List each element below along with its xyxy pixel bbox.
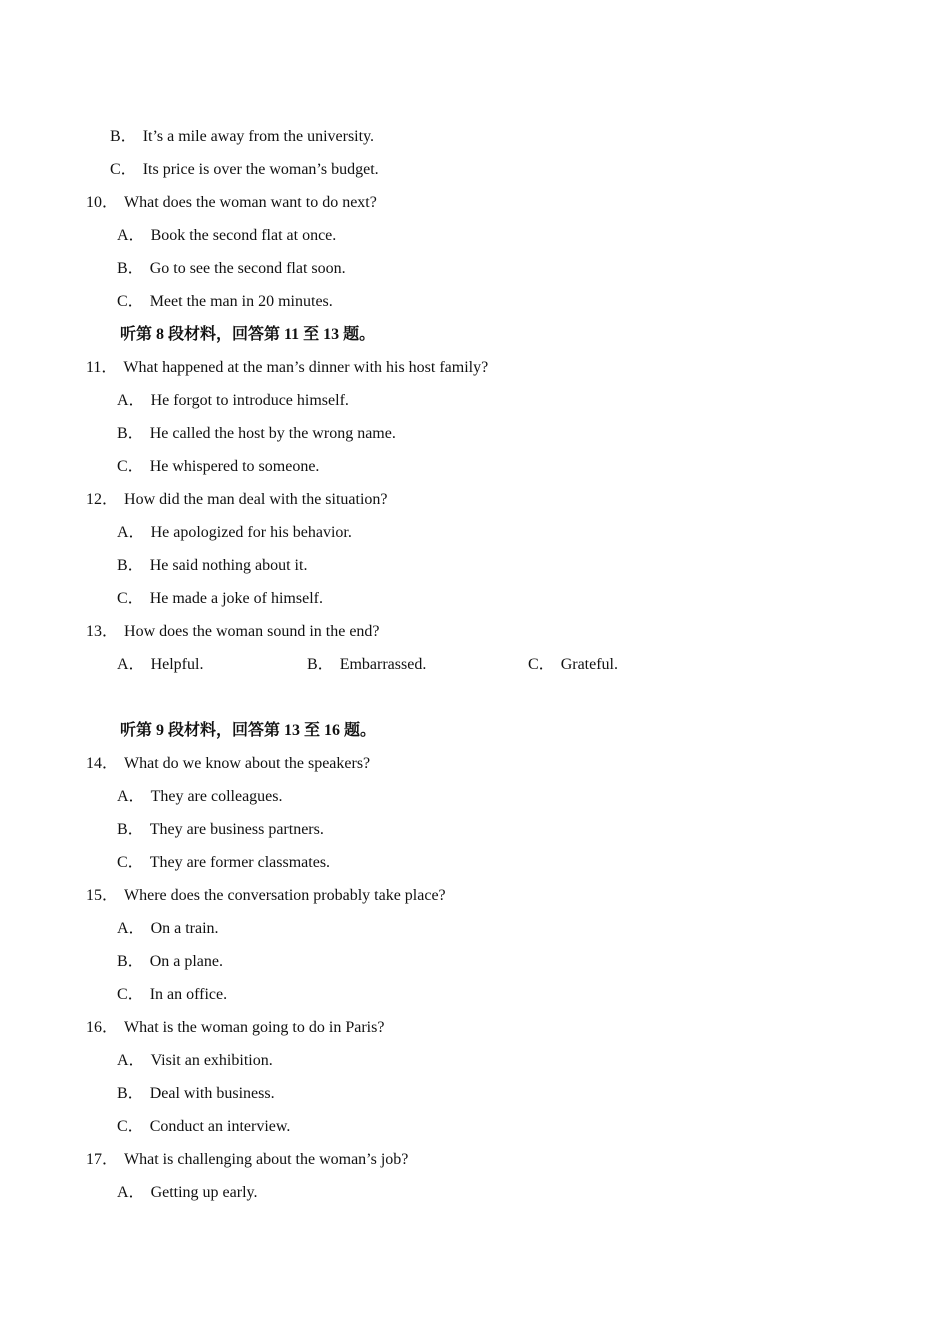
option-label: A． (117, 1184, 145, 1201)
question-text: What is challenging about the woman’s job? (124, 1151, 409, 1168)
question-line (86, 193, 377, 213)
option-line (117, 523, 352, 543)
option-text: Conduct an interview. (149, 1118, 291, 1135)
option-text: Visit an exhibition. (150, 1052, 273, 1069)
option-label: B． (117, 425, 144, 442)
option-text: Meet the man in 20 minutes. (149, 293, 333, 310)
section-header: 听第 8 段材料，回答第 11 至 13 题。 (120, 326, 376, 343)
option-label: A． (117, 227, 145, 244)
option-text: He forgot to introduce himself. (150, 392, 349, 409)
option-label: C． (117, 854, 144, 871)
option-text: Grateful. (560, 656, 618, 673)
option-label: A． (117, 920, 145, 937)
option-text: Its price is over the woman’s budget. (142, 161, 379, 178)
question-number: 14． (86, 755, 119, 772)
option-label: B． (117, 953, 144, 970)
question-line (86, 1150, 408, 1170)
question-text: Where does the conversation probably take place? (124, 887, 446, 904)
option-line (117, 853, 330, 873)
option-text: He whispered to someone. (149, 458, 320, 475)
option-line (117, 919, 219, 939)
question-text: What does the woman want to do next? (124, 194, 377, 211)
option-line (528, 655, 618, 675)
section-header: 听第 9 段材料，回答第 13 至 16 题。 (120, 722, 377, 739)
option-label: B． (117, 260, 144, 277)
option-text: He made a joke of himself. (149, 590, 323, 607)
option-label: C． (117, 458, 144, 475)
option-label: C． (117, 986, 144, 1003)
option-label: B． (110, 128, 137, 145)
question-text: What do we know about the speakers? (124, 755, 371, 772)
option-text: They are former classmates. (149, 854, 331, 871)
option-text: They are colleagues. (150, 788, 283, 805)
option-line (117, 787, 283, 807)
option-text: It’s a mile away from the university. (142, 128, 375, 145)
option-line (117, 1084, 275, 1104)
option-line (117, 226, 336, 246)
option-label: C． (117, 590, 144, 607)
option-line (110, 127, 374, 147)
option-label: C． (110, 161, 137, 178)
option-label: A． (117, 788, 145, 805)
option-line (117, 1117, 290, 1137)
option-text: Helpful. (150, 656, 204, 673)
option-line (110, 160, 379, 180)
option-label: A． (117, 656, 145, 673)
option-line (307, 655, 426, 675)
option-line (117, 259, 346, 279)
question-number: 15． (86, 887, 119, 904)
option-line (117, 985, 227, 1005)
option-label: B． (117, 557, 144, 574)
question-number: 17． (86, 1151, 119, 1168)
question-line (86, 358, 488, 378)
option-text: He said nothing about it. (149, 557, 308, 574)
question-number: 12． (86, 491, 119, 508)
option-text: He called the host by the wrong name. (149, 425, 396, 442)
question-line (86, 886, 446, 906)
option-line (117, 424, 396, 444)
option-text: Book the second flat at once. (150, 227, 337, 244)
question-line (86, 622, 380, 642)
question-text: What is the woman going to do in Paris? (124, 1019, 385, 1036)
option-label: A． (117, 1052, 145, 1069)
question-number: 13． (86, 623, 119, 640)
option-line (117, 556, 307, 576)
option-label: B． (117, 821, 144, 838)
option-label: B． (307, 656, 334, 673)
option-text: Deal with business. (149, 1085, 275, 1102)
option-line (117, 391, 349, 411)
option-label: C． (117, 1118, 144, 1135)
question-line (86, 1018, 384, 1038)
option-line (117, 457, 319, 477)
option-label: C． (528, 656, 555, 673)
option-text: Embarrassed. (339, 656, 427, 673)
question-text: How does the woman sound in the end? (124, 623, 380, 640)
option-text: He apologized for his behavior. (150, 524, 352, 541)
option-label: B． (117, 1085, 144, 1102)
question-number: 10． (86, 194, 119, 211)
question-text: What happened at the man’s dinner with his host family? (123, 359, 489, 376)
option-label: A． (117, 524, 145, 541)
question-line (86, 754, 370, 774)
question-line (86, 490, 388, 510)
option-text: In an office. (149, 986, 228, 1003)
option-label: A． (117, 392, 145, 409)
option-line (117, 1183, 258, 1203)
question-text: How did the man deal with the situation? (124, 491, 388, 508)
option-line (117, 292, 333, 312)
option-text: Go to see the second flat soon. (149, 260, 346, 277)
option-text: They are business partners. (149, 821, 324, 838)
option-text: Getting up early. (150, 1184, 258, 1201)
option-label: C． (117, 293, 144, 310)
question-number: 11． (86, 359, 118, 376)
option-line (117, 1051, 273, 1071)
option-line (117, 589, 323, 609)
question-number: 16． (86, 1019, 119, 1036)
option-line (117, 655, 203, 675)
option-line (117, 820, 324, 840)
option-text: On a train. (150, 920, 219, 937)
option-text: On a plane. (149, 953, 223, 970)
option-line (117, 952, 223, 972)
